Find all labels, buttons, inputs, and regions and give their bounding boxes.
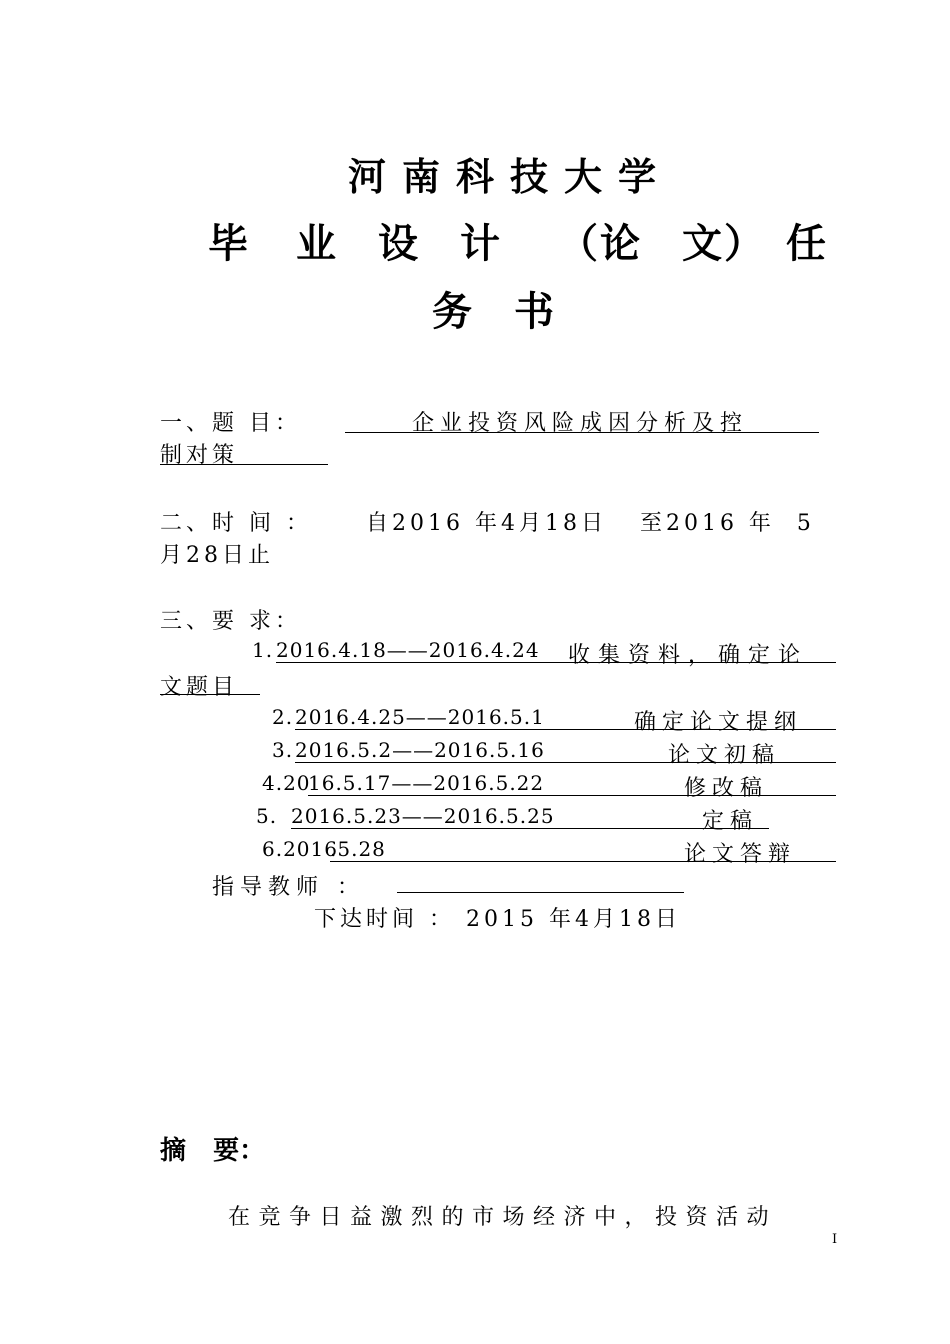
req-1-num: 1. [252,638,274,662]
title-char-5: （ [558,221,598,267]
title-char-4: 计 [460,221,500,267]
title-char-9: 任 [786,221,826,267]
advisor-label: 指导教师 ： [212,875,365,900]
title-char-1: 毕 [208,221,248,267]
topic-label: 一、题 目： [160,411,301,436]
req-4-dates: 16.5.17——2016.5.22 [308,771,545,795]
abstract-label: 摘 要： [160,1136,266,1166]
req-1-task: 收集资料，确定论 [568,643,809,668]
req-4-underline [308,795,836,796]
req-1-underline-2 [160,694,260,695]
req-5-num: 5. [256,804,285,828]
time-line1: 自2016 年4月18日 至2016 年 5 [366,511,815,536]
topic-value-line1: 企业投资风险成因分析及控 [412,411,749,436]
university-name: 河南科技大学 [347,155,672,199]
req-1-task-cont: 文题目 [160,675,239,700]
time-label: 二、时 间 ： [160,511,312,536]
req-1-underline [276,662,836,663]
page-number: I [832,1232,838,1247]
advisor-signature-line [397,892,684,893]
req-6-underline [330,861,836,862]
title-char-3: 设 [378,221,418,267]
title-line2-char-2: 书 [514,289,554,335]
req-4-task: 修改稿 [684,776,769,801]
req-3-underline [295,762,836,763]
req-6-task: 论文答辩 [684,842,797,867]
req-4-num: 4.20 [262,771,311,795]
req-1-dates: 2016.4.18——2016.4.24 [276,638,540,662]
title-char-7: 文 [682,221,722,267]
req-2-dates: 2016.4.25——2016.5.1 [295,705,545,729]
req-2-underline [295,729,836,730]
req-2-num: 2. [272,705,294,729]
topic-value-line2: 制对策 [160,443,239,468]
req-3-dates: 2016.5.2——2016.5.16 [295,738,545,762]
title-line2-char-1: 务 [432,289,472,335]
time-line2: 月28日止 [160,543,274,568]
title-char-6: 论 [600,221,640,267]
req-2-task: 确定论文提纲 [634,710,803,735]
title-char-8: ） [724,221,764,267]
abstract-first-line: 在竞争日益激烈的市场经济中，投资活动 [228,1205,778,1230]
req-5-task: 定稿 [702,809,759,834]
req-3-task: 论文初稿 [668,743,781,768]
issue-date: 下达时间 ： 2015 年4月18日 [314,907,681,932]
title-char-2: 业 [296,221,336,267]
req-6-dates: .5.28 [330,837,386,861]
req-5-dates: 2016.5.23——2016.5.25 [291,804,555,828]
req-6-num: 6.2016 [262,837,338,861]
req-3-num: 3. [272,738,294,762]
requirements-label: 三、要 求： [160,609,301,634]
req-5-underline [291,828,769,829]
